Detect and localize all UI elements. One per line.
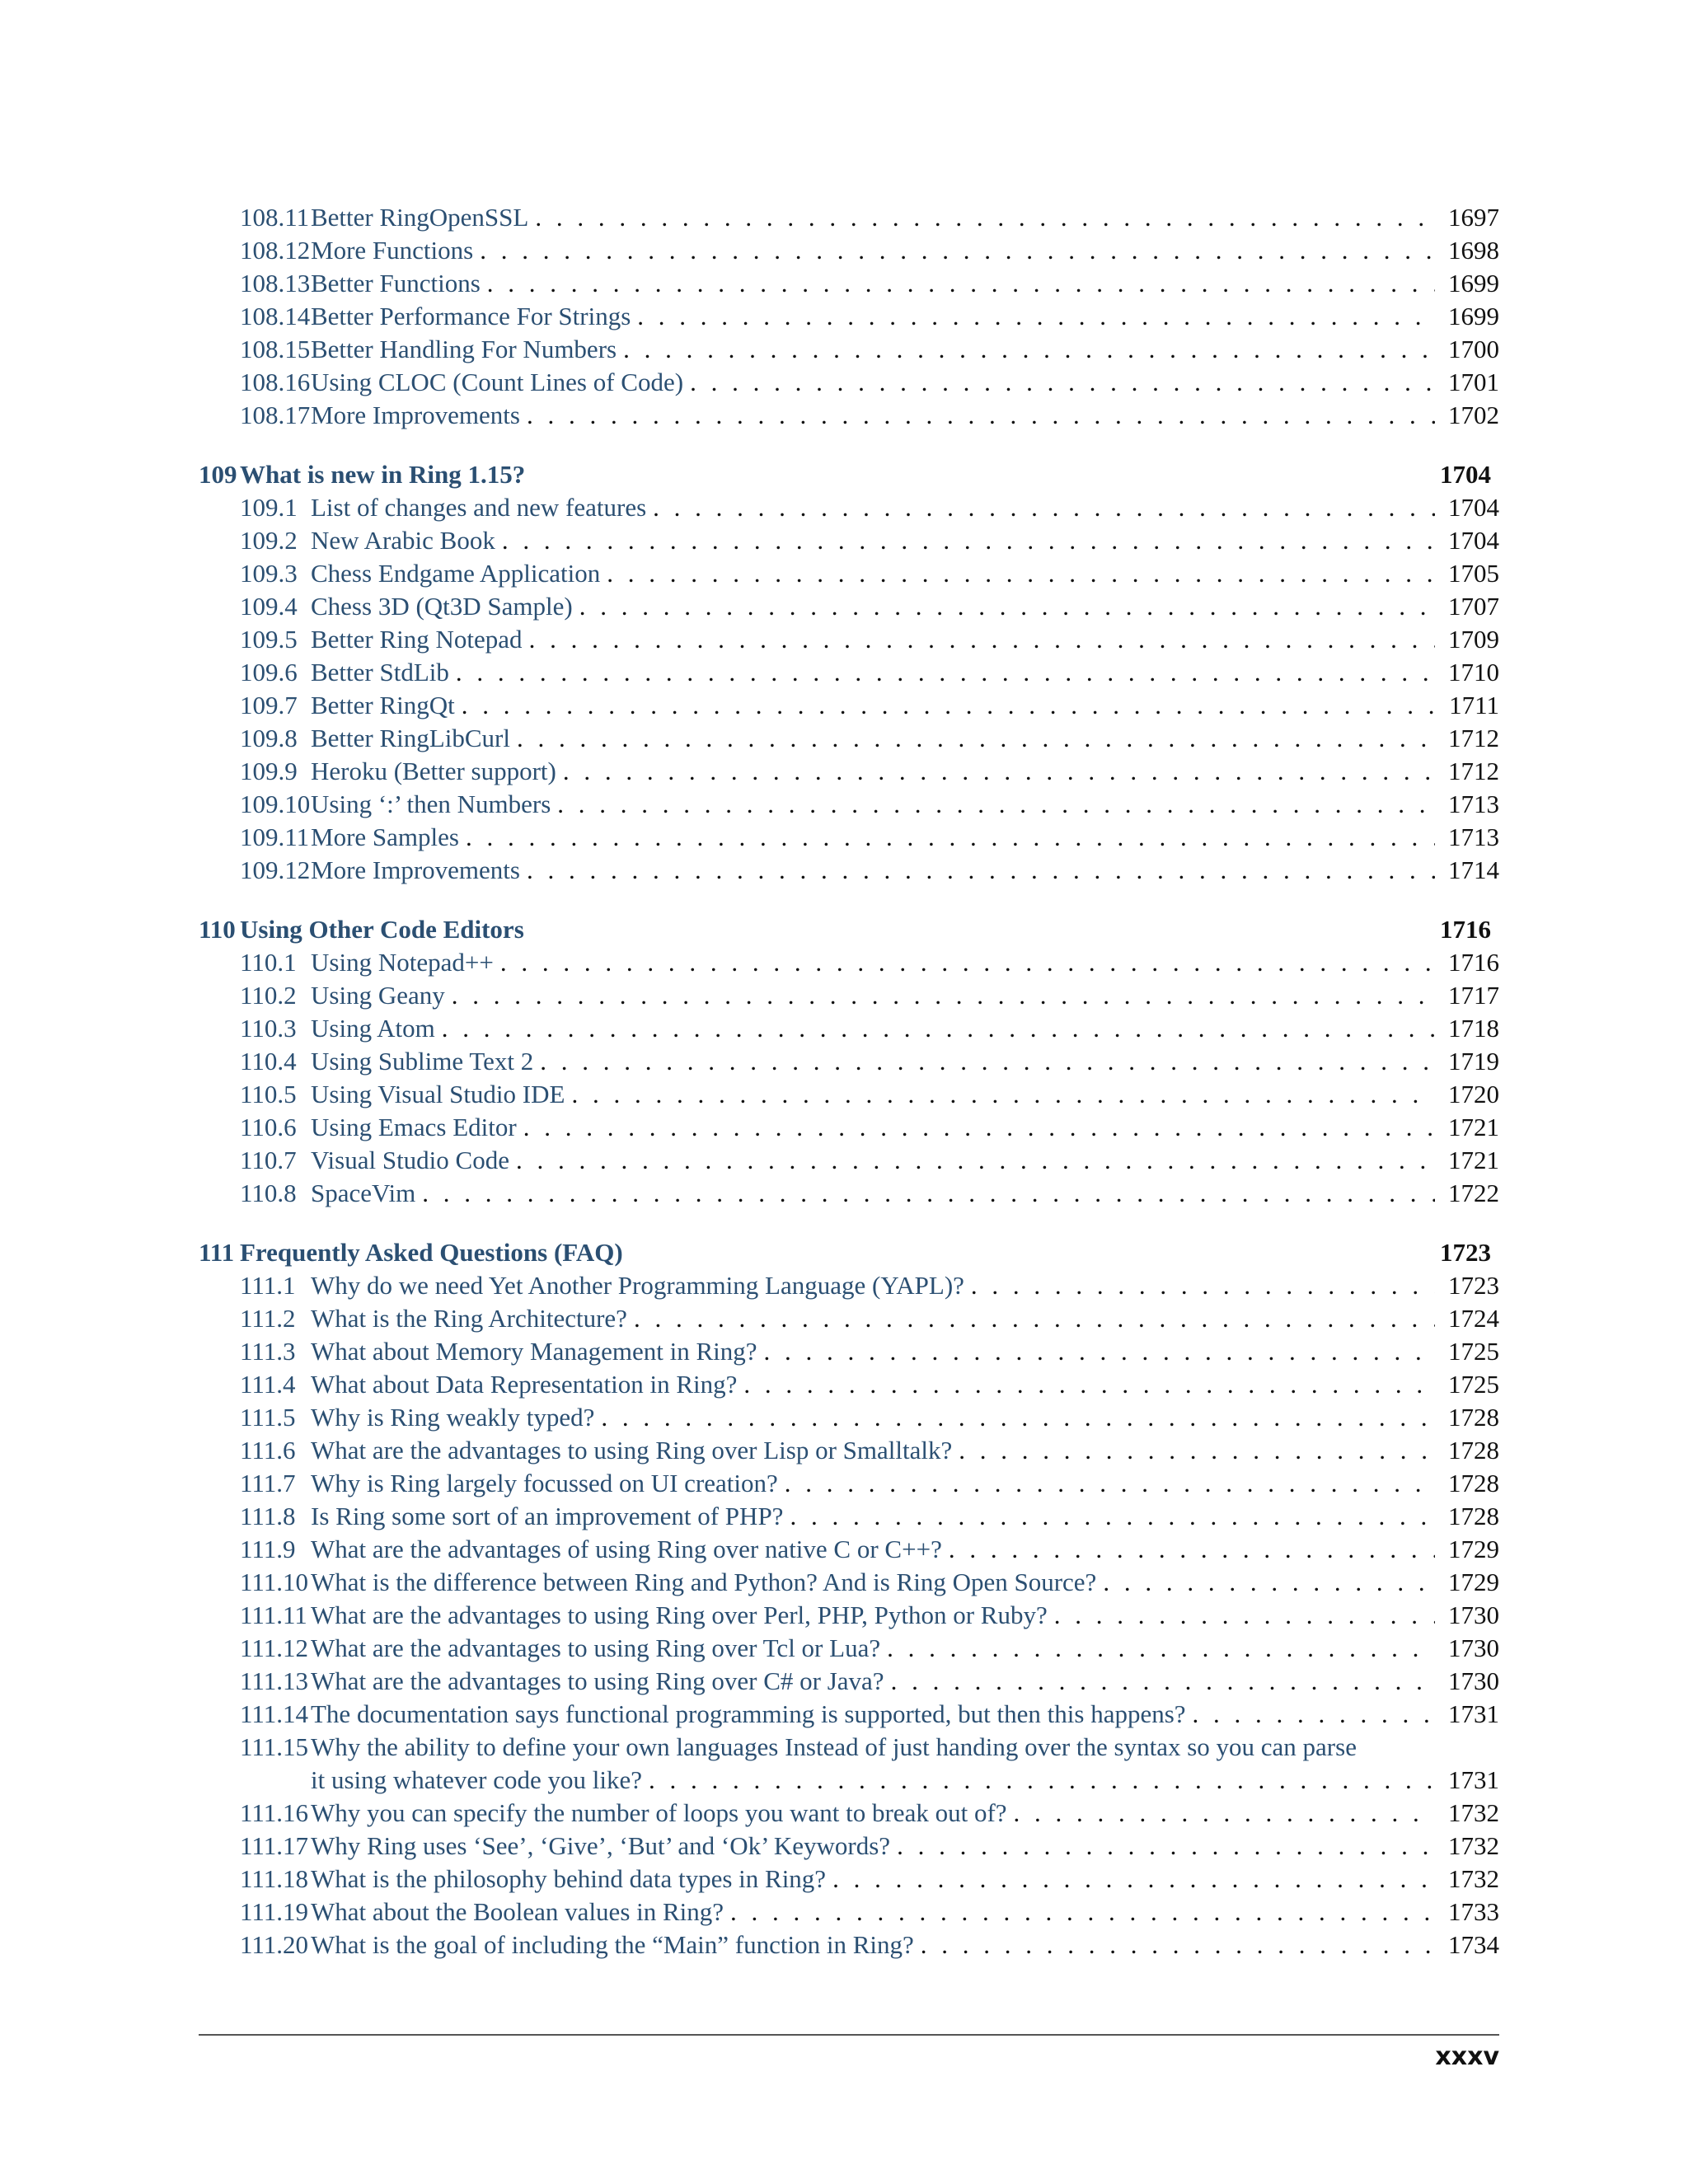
entry-number: 111.4 xyxy=(240,1370,296,1399)
dot-leader xyxy=(449,656,1435,689)
toc-entry[interactable] xyxy=(199,946,1499,979)
entry-number: 111.20 xyxy=(240,1930,308,1959)
entry-title[interactable]: What are the advantages to using Ring over Lisp or Smalltalk? xyxy=(311,1436,953,1465)
dot-leader xyxy=(455,689,1435,722)
entry-page: 1728 xyxy=(1448,1469,1499,1497)
entry-title-continued[interactable]: it using whatever code you like? xyxy=(311,1765,643,1794)
entry-page: 1701 xyxy=(1448,368,1499,396)
dot-leader xyxy=(523,623,1435,656)
entry-number: 111.13 xyxy=(240,1666,308,1695)
entry-number: 109.2 xyxy=(240,526,298,555)
toc-entry[interactable] xyxy=(199,1401,1499,1434)
entry-title[interactable]: What are the advantages to using Ring over C# or Java? xyxy=(311,1666,884,1695)
toc-entry[interactable] xyxy=(199,234,1499,267)
dot-leader xyxy=(1048,1599,1435,1632)
entry-number: 111.10 xyxy=(240,1568,308,1596)
entry-page: 1697 xyxy=(1448,203,1499,232)
entry-page: 1699 xyxy=(1448,269,1499,298)
dot-leader xyxy=(778,1467,1435,1500)
entry-title[interactable]: Why you can specify the number of loops you want to break out of? xyxy=(311,1798,1007,1827)
entry-number: 109.7 xyxy=(240,691,298,719)
entry-page: 1718 xyxy=(1448,1014,1499,1043)
dot-leader xyxy=(459,821,1435,854)
entry-page: 1730 xyxy=(1448,1601,1499,1629)
toc-entry[interactable] xyxy=(199,1111,1499,1144)
dot-leader xyxy=(646,491,1435,524)
toc-entry[interactable] xyxy=(199,1335,1499,1368)
toc-entry[interactable] xyxy=(199,1045,1499,1078)
dot-leader xyxy=(724,1896,1435,1929)
toc-entry[interactable] xyxy=(199,1830,1499,1863)
chapter-heading[interactable] xyxy=(199,458,1499,491)
entry-title[interactable]: Using Notepad++ xyxy=(311,948,494,977)
entry-number: 110.1 xyxy=(240,948,297,977)
dot-leader xyxy=(520,399,1435,432)
toc-entry[interactable] xyxy=(199,524,1499,557)
entry-title[interactable]: Why do we need Yet Another Programming Language (YAPL)? xyxy=(311,1271,964,1300)
entry-page: 1710 xyxy=(1448,658,1499,687)
chapter-page: 1716 xyxy=(1440,915,1491,944)
dot-leader xyxy=(627,1302,1435,1335)
entry-page: 1732 xyxy=(1448,1831,1499,1860)
dot-leader xyxy=(631,300,1435,333)
toc-entry[interactable] xyxy=(199,755,1499,788)
toc-entry[interactable] xyxy=(199,1269,1499,1302)
entry-number: 108.16 xyxy=(240,368,311,396)
entry-title[interactable]: What about the Boolean values in Ring? xyxy=(311,1897,724,1926)
entry-page: 1721 xyxy=(1448,1146,1499,1174)
toc-entry[interactable] xyxy=(199,821,1499,854)
toc-entry[interactable] xyxy=(199,854,1499,887)
entry-number: 111.12 xyxy=(240,1633,308,1662)
dot-leader xyxy=(528,201,1435,234)
entry-page: 1728 xyxy=(1448,1403,1499,1432)
entry-page: 1728 xyxy=(1448,1436,1499,1465)
entry-title[interactable]: Using Emacs Editor xyxy=(311,1113,517,1141)
chapter-number: 109 xyxy=(199,460,237,489)
chapter-page: 1704 xyxy=(1440,460,1491,489)
entry-page: 1723 xyxy=(1448,1271,1499,1300)
entry-number: 109.11 xyxy=(240,823,310,851)
entry-title[interactable]: The documentation says functional programming is supported, but then this happens? xyxy=(311,1699,1186,1728)
toc-entry[interactable] xyxy=(199,1500,1499,1533)
entry-title[interactable]: Using ‘:’ then Numbers xyxy=(311,790,551,818)
entry-number: 109.10 xyxy=(240,790,311,818)
entry-title[interactable]: Better RingLibCurl xyxy=(311,724,510,752)
chapter-number: 110 xyxy=(199,915,236,944)
entry-page: 1717 xyxy=(1448,981,1499,1010)
entry-page: 1713 xyxy=(1448,823,1499,851)
entry-number: 108.17 xyxy=(240,401,311,429)
entry-title[interactable]: Is Ring some sort of an improvement of PHP? xyxy=(311,1502,784,1530)
dot-leader xyxy=(510,722,1435,755)
entry-page: 1699 xyxy=(1448,302,1499,330)
entry-title[interactable]: Better Handling For Numbers xyxy=(311,335,617,363)
entry-page: 1716 xyxy=(1448,948,1499,977)
entry-title[interactable]: Why Ring uses ‘See’, ‘Give’, ‘But’ and ‘Ok’ Keywords? xyxy=(311,1831,891,1860)
entry-title[interactable]: Why the ability to define your own languages Instead of just handing over the syntax so you can parse xyxy=(311,1732,1357,1761)
toc-entry[interactable] xyxy=(199,1896,1499,1929)
dot-leader xyxy=(683,366,1435,399)
entry-number: 111.3 xyxy=(240,1337,296,1366)
entry-title[interactable]: What is the Ring Architecture? xyxy=(311,1304,627,1333)
toc-entry[interactable] xyxy=(199,1797,1499,1830)
entry-page: 1729 xyxy=(1448,1568,1499,1596)
toc-entry[interactable] xyxy=(199,1731,1499,1797)
entry-number: 111.7 xyxy=(240,1469,296,1497)
entry-page: 1707 xyxy=(1448,592,1499,621)
toc-entry[interactable] xyxy=(199,1533,1499,1566)
entry-number: 111.16 xyxy=(240,1798,308,1827)
entry-title[interactable]: What is the goal of including the “Main” function in Ring? xyxy=(311,1930,914,1959)
dot-leader xyxy=(617,333,1435,366)
toc-entry[interactable] xyxy=(199,399,1499,432)
dot-leader xyxy=(565,1078,1435,1111)
entry-number: 108.14 xyxy=(240,302,311,330)
dot-leader xyxy=(533,1045,1435,1078)
dot-leader xyxy=(600,557,1435,590)
toc-entry[interactable] xyxy=(199,1078,1499,1111)
toc-entry[interactable] xyxy=(199,1632,1499,1665)
dot-leader xyxy=(517,1111,1435,1144)
entry-page: 1721 xyxy=(1448,1113,1499,1141)
entry-number: 109.6 xyxy=(240,658,298,687)
entry-page: 1698 xyxy=(1448,236,1499,265)
entry-page: 1702 xyxy=(1448,401,1499,429)
entry-number: 111.19 xyxy=(240,1897,308,1926)
entry-number: 111.11 xyxy=(240,1601,307,1629)
entry-page: 1722 xyxy=(1448,1179,1499,1207)
dot-leader xyxy=(495,524,1435,557)
dot-leader xyxy=(494,946,1435,979)
entry-number: 111.8 xyxy=(240,1502,296,1530)
entry-number: 109.5 xyxy=(240,625,298,654)
toc-entry[interactable] xyxy=(199,1929,1499,1961)
entry-title[interactable]: What about Data Representation in Ring? xyxy=(311,1370,738,1399)
toc-entry[interactable] xyxy=(199,557,1499,590)
dot-leader xyxy=(1096,1566,1435,1599)
toc-entry[interactable] xyxy=(199,1665,1499,1698)
entry-page: 1712 xyxy=(1448,757,1499,785)
toc-entry[interactable] xyxy=(199,722,1499,755)
entry-page: 1700 xyxy=(1448,335,1499,363)
entry-title[interactable]: Why is Ring weakly typed? xyxy=(311,1403,595,1432)
dot-leader xyxy=(826,1863,1435,1896)
entry-number: 109.9 xyxy=(240,757,298,785)
entry-number: 110.2 xyxy=(240,981,297,1010)
dot-leader xyxy=(952,1434,1435,1467)
entry-title[interactable]: Visual Studio Code xyxy=(311,1146,509,1174)
dot-leader xyxy=(642,1764,1435,1797)
table-of-contents xyxy=(199,201,1499,1961)
entry-number: 111.18 xyxy=(240,1864,308,1893)
entry-page: 1720 xyxy=(1448,1080,1499,1108)
toc-entry[interactable] xyxy=(199,333,1499,366)
entry-page: 1731 xyxy=(1448,1765,1499,1794)
entry-page: 1731 xyxy=(1448,1699,1499,1728)
dot-leader xyxy=(737,1368,1435,1401)
chapter-page: 1723 xyxy=(1440,1238,1491,1267)
entry-page: 1729 xyxy=(1448,1535,1499,1563)
dot-leader xyxy=(415,1177,1435,1210)
chapter-title[interactable]: What is new in Ring 1.15? xyxy=(240,460,526,489)
entry-title[interactable]: Using CLOC (Count Lines of Code) xyxy=(311,368,684,396)
toc-entry[interactable] xyxy=(199,1302,1499,1335)
dot-leader xyxy=(914,1929,1435,1961)
entry-title[interactable]: Better Performance For Strings xyxy=(311,302,631,330)
entry-title[interactable]: More Functions xyxy=(311,236,474,265)
entry-page: 1712 xyxy=(1448,724,1499,752)
entry-title[interactable]: Heroku (Better support) xyxy=(311,757,556,785)
entry-title[interactable]: What is the difference between Ring and Python? And is Ring Open Source? xyxy=(311,1568,1097,1596)
entry-title[interactable]: Using Atom xyxy=(311,1014,435,1043)
toc-entry[interactable] xyxy=(199,1566,1499,1599)
entry-title[interactable]: What is the philosophy behind data types in Ring? xyxy=(311,1864,827,1893)
entry-page: 1725 xyxy=(1448,1337,1499,1366)
page-number: xxxv xyxy=(1435,2042,1499,2071)
entry-title[interactable]: Better Ring Notepad xyxy=(311,625,523,654)
toc-entry[interactable] xyxy=(199,1177,1499,1210)
entry-number: 111.6 xyxy=(240,1436,296,1465)
entry-title[interactable]: Better Functions xyxy=(311,269,481,298)
entry-title[interactable]: Using Geany xyxy=(311,981,445,1010)
entry-number: 108.15 xyxy=(240,335,311,363)
entry-page: 1730 xyxy=(1448,1666,1499,1695)
entry-title[interactable]: Using Sublime Text 2 xyxy=(311,1047,534,1076)
entry-number: 109.12 xyxy=(240,855,311,884)
entry-title[interactable]: What are the advantages of using Ring over native C or C++? xyxy=(311,1535,942,1563)
entry-page: 1714 xyxy=(1448,855,1499,884)
toc-entry[interactable] xyxy=(199,1144,1499,1177)
toc-entry[interactable] xyxy=(199,1863,1499,1896)
entry-number: 110.5 xyxy=(240,1080,297,1108)
dot-leader xyxy=(783,1500,1435,1533)
entry-number: 110.4 xyxy=(240,1047,297,1076)
toc-entry[interactable] xyxy=(199,689,1499,722)
toc-entry[interactable] xyxy=(199,788,1499,821)
entry-number: 111.1 xyxy=(240,1271,296,1300)
entry-title[interactable]: Why is Ring largely focussed on UI creation? xyxy=(311,1469,778,1497)
entry-page: 1725 xyxy=(1448,1370,1499,1399)
toc-entry[interactable] xyxy=(199,656,1499,689)
toc-entry[interactable] xyxy=(199,1698,1499,1731)
entry-title[interactable]: New Arabic Book xyxy=(311,526,495,555)
entry-title[interactable]: Chess 3D (Qt3D Sample) xyxy=(311,592,573,621)
entry-page: 1724 xyxy=(1448,1304,1499,1333)
entry-number: 110.8 xyxy=(240,1179,297,1207)
dot-leader xyxy=(1186,1698,1435,1731)
dot-leader xyxy=(890,1830,1435,1863)
chapter-title[interactable]: Using Other Code Editors xyxy=(240,915,524,944)
toc-entry[interactable] xyxy=(199,979,1499,1012)
entry-page: 1733 xyxy=(1448,1897,1499,1926)
toc-entry[interactable] xyxy=(199,1368,1499,1401)
toc-entry[interactable] xyxy=(199,623,1499,656)
toc-entry[interactable] xyxy=(199,590,1499,623)
entry-number: 109.4 xyxy=(240,592,298,621)
toc-entry[interactable] xyxy=(199,1467,1499,1500)
entry-page: 1704 xyxy=(1448,493,1499,522)
dot-leader xyxy=(556,755,1435,788)
chapter-heading[interactable] xyxy=(199,913,1499,946)
dot-leader xyxy=(520,854,1435,887)
toc-entry[interactable] xyxy=(199,1599,1499,1632)
entry-page: 1732 xyxy=(1448,1798,1499,1827)
dot-leader xyxy=(880,1632,1435,1665)
toc-entry[interactable] xyxy=(199,267,1499,300)
dot-leader xyxy=(964,1269,1435,1302)
entry-title[interactable]: More Samples xyxy=(311,823,459,851)
entry-number: 111.15 xyxy=(240,1732,308,1761)
dot-leader xyxy=(942,1533,1435,1566)
entry-number: 110.6 xyxy=(240,1113,297,1141)
entry-page: 1713 xyxy=(1448,790,1499,818)
entry-number: 109.8 xyxy=(240,724,298,752)
entry-title[interactable]: What about Memory Management in Ring? xyxy=(311,1337,757,1366)
dot-leader xyxy=(1007,1797,1435,1830)
dot-leader xyxy=(594,1401,1435,1434)
entry-page: 1709 xyxy=(1448,625,1499,654)
toc-entry[interactable] xyxy=(199,1434,1499,1467)
entry-title[interactable]: Using Visual Studio IDE xyxy=(311,1080,565,1108)
toc-entry[interactable] xyxy=(199,201,1499,234)
entry-title[interactable]: Chess Endgame Application xyxy=(311,559,601,588)
entry-title[interactable]: What are the advantages to using Ring over Perl, PHP, Python or Ruby? xyxy=(311,1601,1048,1629)
entry-title[interactable]: What are the advantages to using Ring over Tcl or Lua? xyxy=(311,1633,881,1662)
dot-leader xyxy=(473,234,1435,267)
dot-leader xyxy=(884,1665,1435,1698)
entry-number: 109.3 xyxy=(240,559,298,588)
entry-title[interactable]: SpaceVim xyxy=(311,1179,416,1207)
entry-number: 111.9 xyxy=(240,1535,296,1563)
entry-number: 109.1 xyxy=(240,493,298,522)
entry-title[interactable]: More Improvements xyxy=(311,401,520,429)
entry-page: 1732 xyxy=(1448,1864,1499,1893)
entry-page: 1728 xyxy=(1448,1502,1499,1530)
dot-leader xyxy=(445,979,1435,1012)
entry-number: 110.3 xyxy=(240,1014,297,1043)
chapter-heading[interactable] xyxy=(199,1236,1499,1269)
entry-title[interactable]: Better StdLib xyxy=(311,658,449,687)
entry-number: 111.17 xyxy=(240,1831,308,1860)
entry-title[interactable]: Better RingOpenSSL xyxy=(311,203,529,232)
entry-number: 108.11 xyxy=(240,203,310,232)
entry-title[interactable]: Better RingQt xyxy=(311,691,455,719)
toc-entry[interactable] xyxy=(199,300,1499,333)
dot-leader xyxy=(573,590,1435,623)
toc-entry[interactable] xyxy=(199,1012,1499,1045)
dot-leader xyxy=(435,1012,1435,1045)
entry-page: 1704 xyxy=(1448,526,1499,555)
dot-leader xyxy=(757,1335,1435,1368)
entry-number: 111.5 xyxy=(240,1403,296,1432)
dot-leader xyxy=(551,788,1435,821)
dot-leader xyxy=(509,1144,1435,1177)
entry-page: 1734 xyxy=(1448,1930,1499,1959)
entry-number: 110.7 xyxy=(240,1146,297,1174)
entry-page: 1711 xyxy=(1449,691,1499,719)
footer-divider xyxy=(199,2034,1499,2036)
chapter-number: 111 xyxy=(199,1238,235,1267)
entry-page: 1730 xyxy=(1448,1633,1499,1662)
toc-entry[interactable] xyxy=(199,491,1499,524)
dot-leader xyxy=(481,267,1435,300)
entry-page: 1719 xyxy=(1448,1047,1499,1076)
toc-entry[interactable] xyxy=(199,366,1499,399)
entry-number: 111.14 xyxy=(240,1699,308,1728)
entry-number: 111.2 xyxy=(240,1304,296,1333)
entry-title[interactable]: More Improvements xyxy=(311,855,520,884)
chapter-title[interactable]: Frequently Asked Questions (FAQ) xyxy=(240,1238,623,1267)
entry-page: 1705 xyxy=(1448,559,1499,588)
entry-number: 108.13 xyxy=(240,269,311,298)
entry-number: 108.12 xyxy=(240,236,311,265)
entry-title[interactable]: List of changes and new features xyxy=(311,493,647,522)
